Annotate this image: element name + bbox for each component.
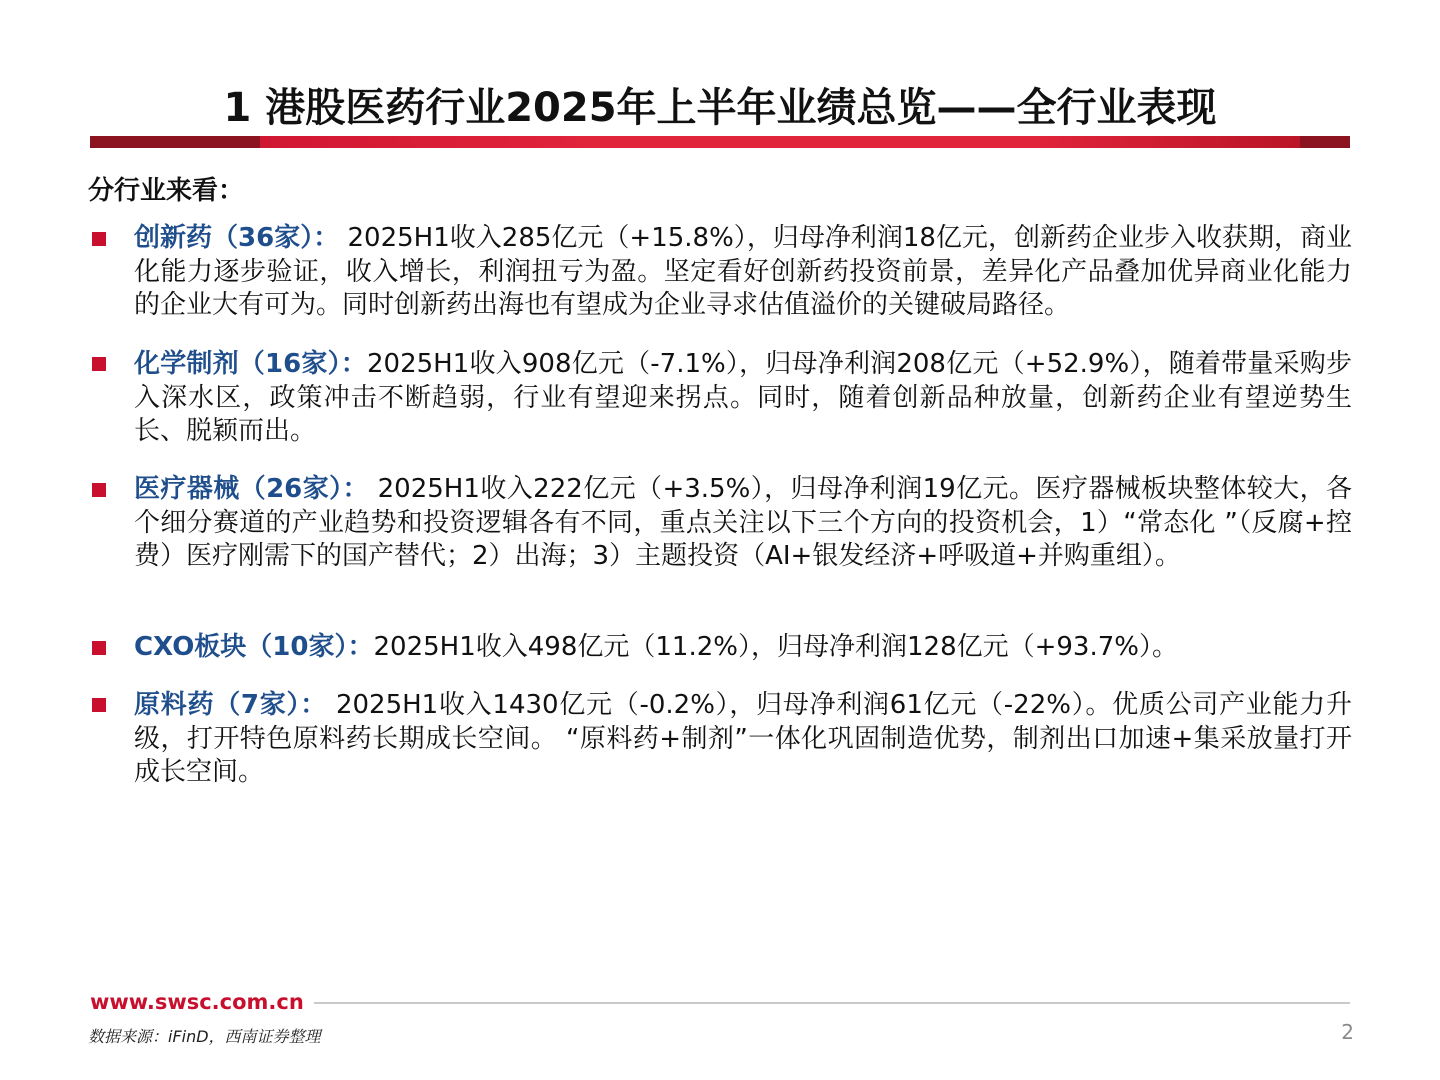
page-number: 2	[1341, 1020, 1354, 1044]
item-text: 2025H1收入498亿元（11.2%），归母净利润128亿元（+93.7%）。	[373, 632, 1178, 662]
item-text: 2025H1收入908亿元（-7.1%），归母净利润208亿元（+52.9%），随着带量采购步入深水区，政策冲击不断趋弱，行业有望迎来拐点。同时，随着创新品种放量，创新药企业有望逆势生长、脱颖而出。	[134, 349, 1352, 446]
item-text: 2025H1收入285亿元（+15.8%），归母净利润18亿元，创新药企业步入收获期，商业化能力逐步验证，收入增长，利润扭亏为盈。坚定看好创新药投资前景，差异化产品叠加优异商业化能力的企业大有可为。同时创新药出海也有望成为企业寻求估值溢价的关键破局路径。	[134, 223, 1353, 320]
industry-item-chemical-preparations	[134, 348, 1352, 449]
industry-item-medical-devices	[134, 473, 1352, 574]
title-underline-accent-left	[90, 136, 260, 148]
bullet-square-icon	[92, 698, 106, 712]
item-label: 化学制剂（16家）：	[134, 349, 367, 379]
item-text: 2025H1收入1430亿元（-0.2%），归母净利润61亿元（-22%）。优质公司产业能力升级，打开特色原料药长期成长空间。 “原料药+制剂”一体化巩固制造优势，制剂出口加速+集采放量打开成长空间。	[134, 690, 1353, 787]
item-label: CXO板块（10家）：	[134, 632, 374, 662]
item-label: 医疗器械（26家）：	[134, 474, 369, 504]
footer-website-link[interactable]: www.swsc.com.cn	[90, 990, 304, 1014]
item-label: 创新药（36家）：	[134, 223, 340, 253]
footer-data-source: 数据来源：iFinD，西南证券整理	[88, 1027, 321, 1046]
title-underline-accent-right	[1300, 136, 1350, 148]
bullet-square-icon	[92, 483, 106, 497]
bullet-square-icon	[92, 232, 106, 246]
bullet-square-icon	[92, 641, 106, 655]
industry-item-cxo	[134, 631, 1352, 665]
industry-item-innovative-drugs	[134, 222, 1352, 323]
section-heading: 分行业来看：	[88, 176, 245, 206]
item-label: 原料药（7家）：	[134, 690, 327, 720]
industry-item-api	[134, 689, 1352, 790]
page-title: 1 港股医药行业2025年上半年业绩总览——全行业表现	[223, 85, 1217, 131]
bullet-square-icon	[92, 357, 106, 371]
title-underline-bar	[90, 136, 1350, 148]
footer-divider	[314, 1002, 1350, 1004]
item-text: 2025H1收入222亿元（+3.5%），归母净利润19亿元。医疗器械板块整体较大，各个细分赛道的产业趋势和投资逻辑各有不同，重点关注以下三个方向的投资机会，1）“常态化 ”（反腐+控费）医疗刚需下的国产替代；2）出海；3）主题投资（AI+银发经济+呼吸道+并购重组）。	[134, 474, 1352, 571]
